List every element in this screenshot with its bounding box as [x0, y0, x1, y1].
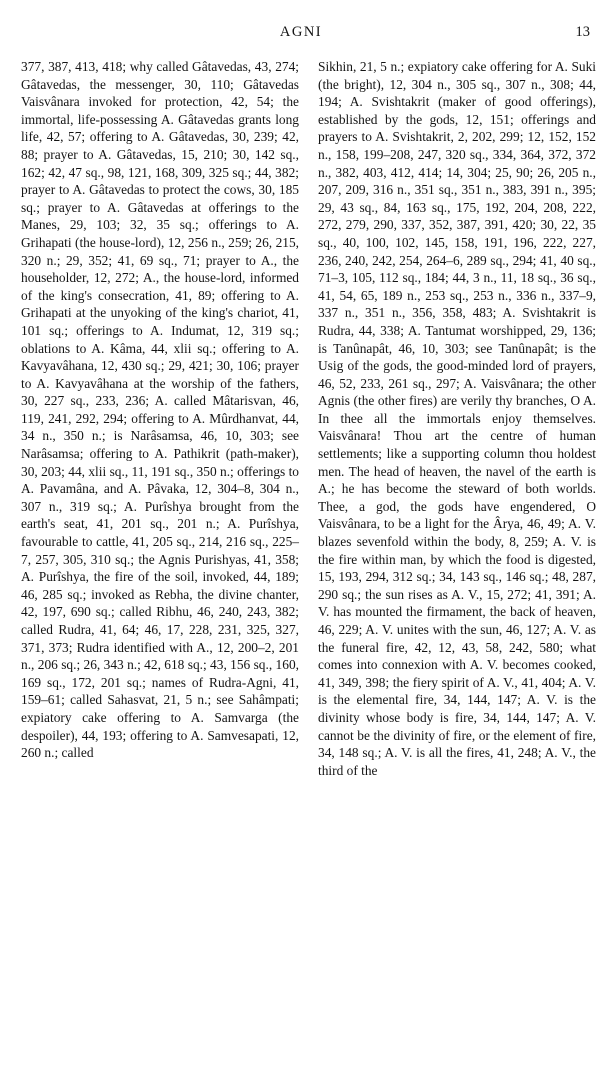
- index-column-right: [318, 58, 596, 779]
- running-head: AGNI: [279, 24, 323, 40]
- index-text-left: 377, 387, 413, 418; why called Gâtavedas, 43, 274; Gâtavedas, the messenger, 30, 110; Gâtavedas Vaisvânara invoked for protection, 42, 54; the immortal, life-possessing A. Gâtavedas grants long life, 42, 57; offering to A. Gâtavedas, 30, 239; 42, 88; prayer to A. Gâtavedas, 15, 210; 30, 142 sq., 162; 42, 47 sq., 98, 121, 168, 309, 325 sq.; 44, 382; prayer to A. Gâtavedas to protect the cows, 30, 185 sq.; prayer to A. Gâtavedas at offerings to the Manes, 29, 103; 32, 35 sq.; offerings to A. Grihapati (the house-lord), 12, 256 n., 259; 26, 215, 320 n.; 29, 352; 41, 69 sq., 71; prayer to A., the householder, 12, 272; A., the house-lord, informed of the king's consecration, 41, 89; offering to A. Grihapati at the unyoking of the king's chariot, 41, 101 sq.; offerings to A. Indumat, 12, 319 sq.; oblations to A. Kâma, 44, xlii sq.; offering to A. Kavyavâhana, 12, 430 sq.; 29, 421; 30, 106; prayer to A. Kavyavâhana at the worship of the fathers, 30, 227 sq., 233, 236; A. called Mâtarisvan, 46, 119, 241, 292, 294; offering to A. Mûrdhanvat, 44, 34 n., 350 n.; is Narâsamsa, 46, 10, 303; see Narâsamsa; offering to A. Pathikrit (path-maker), 30, 203; 44, xlii sq., 11, 191 sq., 350 n.; offerings to A. Pavamâna, and A. Pâvaka, 12, 304–8, 304 n., 307 n., 319 sq.; A. Purîshya brought from the earth's seat, 41, 201 sq., 201 n.; A. Purîshya, favourable to cattle, 41, 205 sq., 214, 216 sq., 225–7, 257, 305, 310 sq.; the Agnis Purishyas, 41, 358; A. Purîshya, the fire of the soil, invoked, 44, 189; 46, 285 sq.; invoked as Rebha, the divine chanter, 42, 197, 690 sq.; called Ribhu, 46, 240, 243, 382; called Rudra, 41, 64; 46, 17, 228, 231, 325, 327, 371, 373; Rudra identified with A., 12, 200–2, 201 n., 206 sq.; 26, 343 n.; 42, 618 sq.; 43, 156 sq., 160, 169 sq., 172, 201 sq.; names of Rudra-Agni, 41, 159–61; called Sahasvat, 21, 5 n.; see Sahâmpati; expiatory cake offering to A. Samvarga (the despoiler), 44, 193; offering to A. Samvesapati, 12, 260 n.; called: [21, 59, 299, 761]
- page-header: [0, 24, 602, 44]
- index-text-right: Sikhin, 21, 5 n.; expiatory cake offering for A. Suki (the bright), 12, 304 n., 305 sq., 307 n., 308; 44, 194; A. Svishtakrit (maker of good offerings), established by the gods, 12, 151; offerings and prayers to A. Svishtakrit, 2, 202, 299; 12, 152, 152 n., 158, 199–208, 247, 320 sq., 334, 364, 372, 372 n., 382, 403, 412, 414; 14, 304; 25, 90; 26, 205 n., 207, 209, 316 n., 351 sq., 351 n., 383, 391 n., 395; 29, 43 sq., 84, 163 sq., 175, 192, 204, 208, 222, 272, 279, 290, 337, 352, 387, 391, 420; 30, 22, 35 sq., 40, 100, 102, 145, 158, 191, 196, 222, 227, 236, 240, 242, 254, 264–6, 289 sq., 294; 41, 40 sq., 71–3, 105, 112 sq., 184; 44, 3 n., 11, 18 sq., 36 sq., 41, 54, 65, 189 n., 253 sq., 253 n., 336 n., 337–9, 337 n., 351 n., 356, 358, 483; A. Svishtakrit is Rudra, 44, 338; A. Tantumat worshipped, 29, 136; is Tanûnapât, 46, 10, 303; see Tanûnapât; is the Usig of the gods, the good-minded lord of prayers, 46, 52, 233, 261 sq., 297; A. Vaisvânara; the other Agnis (the other fires) are verily thy branches, O A. In thee all the immortals enjoy themselves. Vaisvânara! Thou art the centre of human settlements; like a supporting column thou holdest men. The head of heaven, the navel of the earth is A.; he has become the steward of both worlds. Thee, a god, the gods have engendered, O Vaisvânara, to be a light for the Ârya, 46, 49; A. V. blazes sevenfold within the body, 8, 259; A. V. is the fire within man, by which the food is digested, 15, 193, 294, 312 sq.; 34, 143 sq., 146 sq.; 48, 287, 290 sq.; the sun rises as A. V., 15, 272; 41, 391; A. V. has mounted the firmament, the back of heaven, 46, 229; A. V. unites with the sun, 46, 127; A. V. as the funeral fire, 42, 12, 43, 58, 242, 580; what comes into connexion with A. V. becomes cooked, 41, 349, 398; the fiery spirit of A. V., 41, 404; A. V. is the elemental fire, 34, 144, 147; A. V. is the divinity whose body is fire, 34, 144, 147; A. V. cannot be the divinity of fire, or the element of fire, 34, 148 sq.; A. V. is all the fires, 41, 248; A. V., the third of the: [318, 59, 596, 778]
- index-column-left: [21, 58, 299, 762]
- page-number: 13: [575, 24, 590, 40]
